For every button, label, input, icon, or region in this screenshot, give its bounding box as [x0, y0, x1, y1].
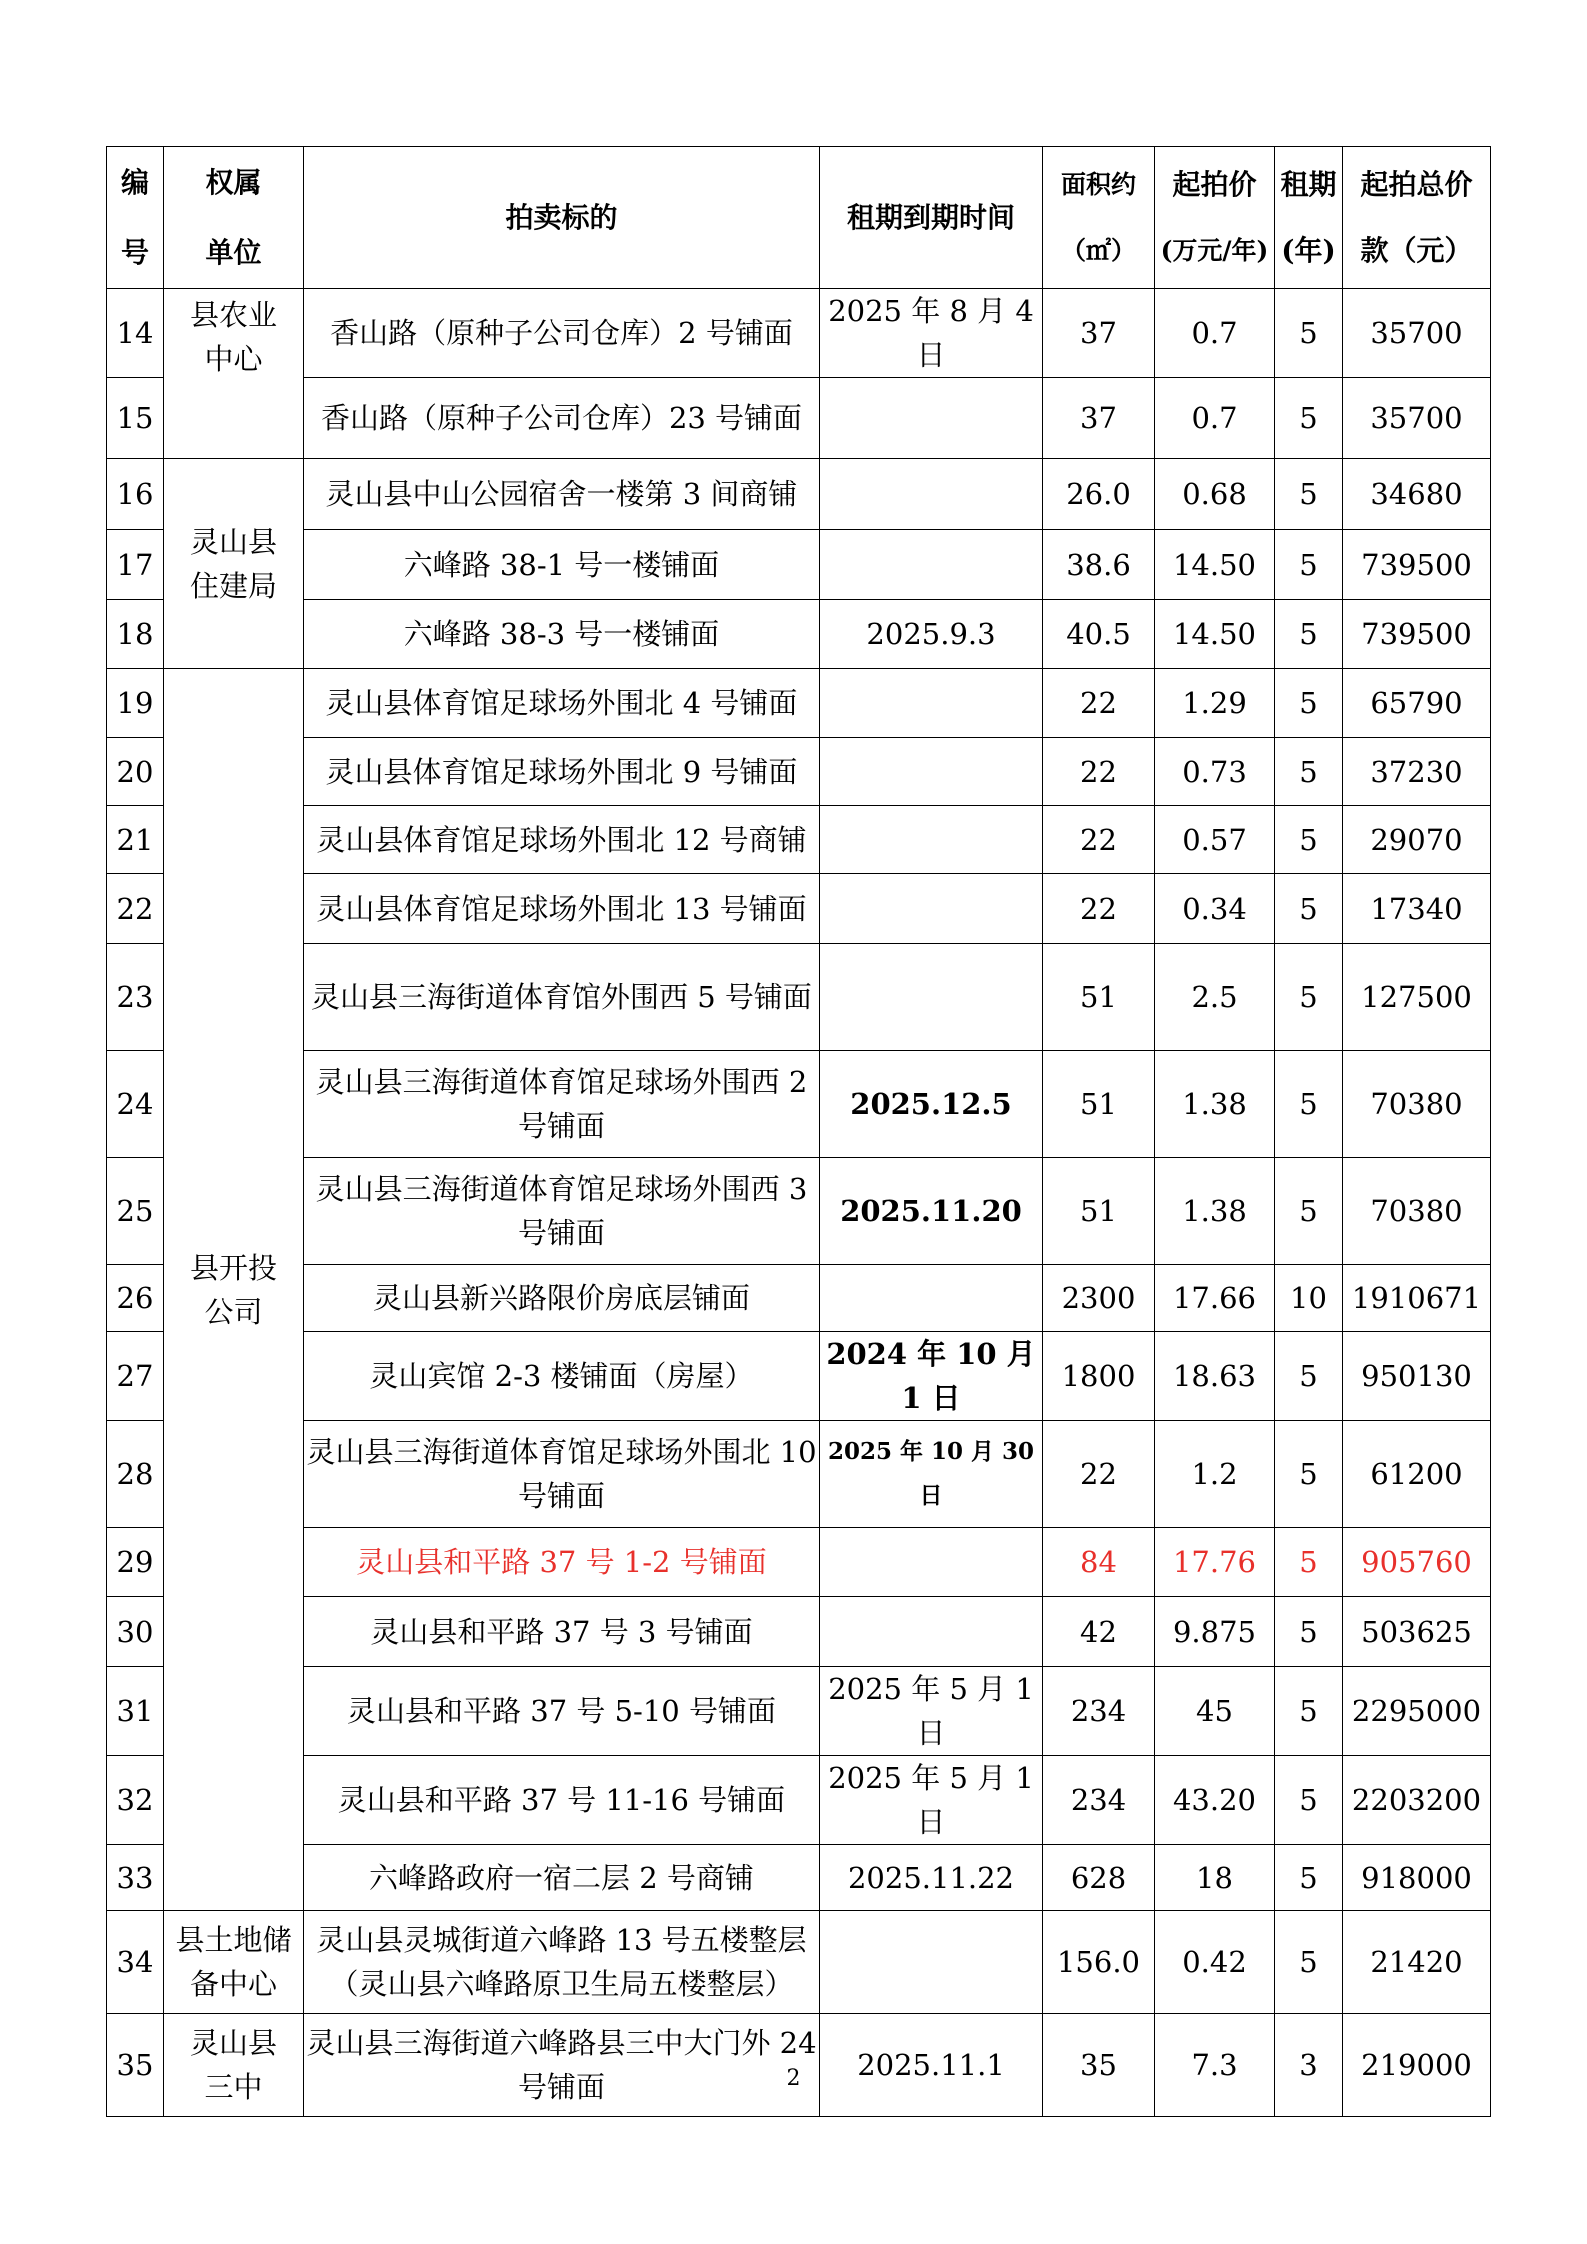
total-cell: 35700	[1343, 289, 1491, 378]
price-cell: 0.68	[1155, 459, 1275, 530]
total-cell: 950130	[1343, 1332, 1491, 1421]
row-no: 15	[107, 378, 164, 459]
expiry-cell	[820, 1911, 1043, 2014]
expiry-cell	[820, 1528, 1043, 1597]
target-cell: 灵山县体育馆足球场外围北 9 号铺面	[304, 738, 820, 806]
table-row	[107, 1265, 1491, 1332]
total-cell: 127500	[1343, 944, 1491, 1051]
total-cell: 1910671	[1343, 1265, 1491, 1332]
expiry-cell: 2025.11.22	[820, 1845, 1043, 1911]
header-no: 编 号	[107, 147, 164, 289]
target-cell: 灵山县体育馆足球场外围北 4 号铺面	[304, 669, 820, 738]
table-row	[107, 944, 1491, 1051]
area-cell: 37	[1043, 378, 1155, 459]
row-no: 31	[107, 1667, 164, 1756]
term-cell: 5	[1275, 874, 1343, 944]
total-cell: 34680	[1343, 459, 1491, 530]
table-row	[107, 1051, 1491, 1158]
row-no: 16	[107, 459, 164, 530]
header-owner: 权属 单位	[164, 147, 304, 289]
row-no: 28	[107, 1421, 164, 1528]
area-cell: 156.0	[1043, 1911, 1155, 2014]
table-row	[107, 1158, 1491, 1265]
target-cell: 灵山县新兴路限价房底层铺面	[304, 1265, 820, 1332]
row-no: 19	[107, 669, 164, 738]
header-expiry: 租期到期时间	[820, 147, 1043, 289]
table-row	[107, 1667, 1491, 1756]
area-cell: 2300	[1043, 1265, 1155, 1332]
row-no: 35	[107, 2014, 164, 2117]
table-row	[107, 669, 1491, 738]
total-cell: 29070	[1343, 806, 1491, 874]
expiry-cell	[820, 669, 1043, 738]
row-no: 34	[107, 1911, 164, 2014]
price-cell: 43.20	[1155, 1756, 1275, 1845]
price-cell: 18.63	[1155, 1332, 1275, 1421]
owner-cell: 灵山县 住建局	[164, 459, 304, 669]
owner-cell: 灵山县 三中	[164, 2014, 304, 2117]
term-cell: 5	[1275, 806, 1343, 874]
price-cell: 45	[1155, 1667, 1275, 1756]
expiry-cell: 2025.12.5	[820, 1051, 1043, 1158]
row-no: 22	[107, 874, 164, 944]
price-cell: 17.66	[1155, 1265, 1275, 1332]
row-no: 27	[107, 1332, 164, 1421]
area-cell: 234	[1043, 1667, 1155, 1756]
area-cell: 35	[1043, 2014, 1155, 2117]
total-cell: 2295000	[1343, 1667, 1491, 1756]
term-cell: 5	[1275, 1911, 1343, 2014]
total-cell: 70380	[1343, 1158, 1491, 1265]
table-row	[107, 378, 1491, 459]
target-cell: 灵山县三海街道体育馆足球场外围西 3 号铺面	[304, 1158, 820, 1265]
term-cell: 5	[1275, 669, 1343, 738]
target-cell: 六峰路 38-1 号一楼铺面	[304, 530, 820, 600]
expiry-cell	[820, 874, 1043, 944]
term-cell: 5	[1275, 378, 1343, 459]
table-row	[107, 1845, 1491, 1911]
header-total: 起拍总价 款（元）	[1343, 147, 1491, 289]
expiry-cell: 2025 年 8 月 4 日	[820, 289, 1043, 378]
price-cell: 14.50	[1155, 600, 1275, 669]
header-target: 拍卖标的	[304, 147, 820, 289]
area-cell: 26.0	[1043, 459, 1155, 530]
table-row	[107, 1756, 1491, 1845]
total-cell: 2203200	[1343, 1756, 1491, 1845]
area-cell: 22	[1043, 1421, 1155, 1528]
row-no: 32	[107, 1756, 164, 1845]
total-cell: 65790	[1343, 669, 1491, 738]
row-no: 25	[107, 1158, 164, 1265]
row-no: 17	[107, 530, 164, 600]
target-cell: 六峰路政府一宿二层 2 号商铺	[304, 1845, 820, 1911]
total-cell: 739500	[1343, 600, 1491, 669]
row-no: 33	[107, 1845, 164, 1911]
price-cell: 17.76	[1155, 1528, 1275, 1597]
total-cell: 503625	[1343, 1597, 1491, 1667]
term-cell: 5	[1275, 530, 1343, 600]
area-cell: 22	[1043, 669, 1155, 738]
table-row	[107, 1911, 1491, 2014]
expiry-cell	[820, 738, 1043, 806]
header-row	[107, 147, 1491, 289]
price-cell: 7.3	[1155, 2014, 1275, 2117]
term-cell: 5	[1275, 944, 1343, 1051]
term-cell: 5	[1275, 1158, 1343, 1265]
expiry-cell	[820, 806, 1043, 874]
total-cell: 918000	[1343, 1845, 1491, 1911]
target-cell: 灵山县中山公园宿舍一楼第 3 间商铺	[304, 459, 820, 530]
target-cell: 灵山县体育馆足球场外围北 12 号商铺	[304, 806, 820, 874]
area-cell: 1800	[1043, 1332, 1155, 1421]
row-no: 21	[107, 806, 164, 874]
owner-cell: 县农业 中心	[164, 289, 304, 459]
header-area: 面积约 （㎡）	[1043, 147, 1155, 289]
price-cell: 1.29	[1155, 669, 1275, 738]
table-row	[107, 459, 1491, 530]
term-cell: 5	[1275, 459, 1343, 530]
row-no: 26	[107, 1265, 164, 1332]
price-cell: 2.5	[1155, 944, 1275, 1051]
area-cell: 38.6	[1043, 530, 1155, 600]
row-no: 14	[107, 289, 164, 378]
area-cell: 37	[1043, 289, 1155, 378]
row-no: 20	[107, 738, 164, 806]
expiry-cell: 2025 年 5 月 1 日	[820, 1756, 1043, 1845]
term-cell: 5	[1275, 1528, 1343, 1597]
table-row	[107, 1421, 1491, 1528]
owner-cell: 县土地储 备中心	[164, 1911, 304, 2014]
term-cell: 5	[1275, 1332, 1343, 1421]
price-cell: 18	[1155, 1845, 1275, 1911]
expiry-cell	[820, 1265, 1043, 1332]
price-cell: 1.38	[1155, 1158, 1275, 1265]
price-cell: 0.73	[1155, 738, 1275, 806]
term-cell: 5	[1275, 1756, 1343, 1845]
target-cell: 灵山县和平路 37 号 3 号铺面	[304, 1597, 820, 1667]
table-row	[107, 289, 1491, 378]
target-cell: 灵山县三海街道体育馆足球场外围西 2 号铺面	[304, 1051, 820, 1158]
target-cell: 灵山宾馆 2-3 楼铺面（房屋）	[304, 1332, 820, 1421]
total-cell: 37230	[1343, 738, 1491, 806]
expiry-cell: 2024 年 10 月 1 日	[820, 1332, 1043, 1421]
term-cell: 5	[1275, 289, 1343, 378]
total-cell: 219000	[1343, 2014, 1491, 2117]
term-cell: 5	[1275, 1597, 1343, 1667]
page-number: 2	[786, 2066, 801, 2091]
total-cell: 739500	[1343, 530, 1491, 600]
price-cell: 1.2	[1155, 1421, 1275, 1528]
price-cell: 0.7	[1155, 378, 1275, 459]
target-cell: 香山路（原种子公司仓库）23 号铺面	[304, 378, 820, 459]
target-cell: 灵山县三海街道六峰路县三中大门外 24 号铺面	[304, 2014, 820, 2117]
area-cell: 234	[1043, 1756, 1155, 1845]
total-cell: 905760	[1343, 1528, 1491, 1597]
row-no: 30	[107, 1597, 164, 1667]
term-cell: 5	[1275, 738, 1343, 806]
area-cell: 628	[1043, 1845, 1155, 1911]
target-cell: 灵山县三海街道体育馆外围西 5 号铺面	[304, 944, 820, 1051]
expiry-cell	[820, 944, 1043, 1051]
row-no: 18	[107, 600, 164, 669]
price-cell: 0.7	[1155, 289, 1275, 378]
table-row	[107, 600, 1491, 669]
term-cell: 3	[1275, 2014, 1343, 2117]
total-cell: 70380	[1343, 1051, 1491, 1158]
target-cell: 灵山县和平路 37 号 1-2 号铺面	[304, 1528, 820, 1597]
row-no: 24	[107, 1051, 164, 1158]
term-cell: 5	[1275, 1051, 1343, 1158]
expiry-cell	[820, 1597, 1043, 1667]
header-price: 起拍价 (万元/年)	[1155, 147, 1275, 289]
table-row	[107, 806, 1491, 874]
table-row	[107, 1597, 1491, 1667]
area-cell: 40.5	[1043, 600, 1155, 669]
price-cell: 0.57	[1155, 806, 1275, 874]
term-cell: 5	[1275, 1845, 1343, 1911]
target-cell: 灵山县灵城街道六峰路 13 号五楼整层（灵山县六峰路原卫生局五楼整层）	[304, 1911, 820, 2014]
price-cell: 9.875	[1155, 1597, 1275, 1667]
term-cell: 10	[1275, 1265, 1343, 1332]
total-cell: 35700	[1343, 378, 1491, 459]
expiry-cell	[820, 378, 1043, 459]
area-cell: 51	[1043, 1158, 1155, 1265]
area-cell: 42	[1043, 1597, 1155, 1667]
expiry-cell: 2025.11.20	[820, 1158, 1043, 1265]
price-cell: 14.50	[1155, 530, 1275, 600]
target-cell: 六峰路 38-3 号一楼铺面	[304, 600, 820, 669]
target-cell: 灵山县和平路 37 号 11-16 号铺面	[304, 1756, 820, 1845]
price-cell: 1.38	[1155, 1051, 1275, 1158]
total-cell: 17340	[1343, 874, 1491, 944]
table-row	[107, 2014, 1491, 2117]
target-cell: 灵山县和平路 37 号 5-10 号铺面	[304, 1667, 820, 1756]
area-cell: 84	[1043, 1528, 1155, 1597]
table-row	[107, 1332, 1491, 1421]
expiry-cell: 2025 年 5 月 1 日	[820, 1667, 1043, 1756]
total-cell: 21420	[1343, 1911, 1491, 2014]
area-cell: 22	[1043, 874, 1155, 944]
total-cell: 61200	[1343, 1421, 1491, 1528]
area-cell: 51	[1043, 944, 1155, 1051]
row-no: 23	[107, 944, 164, 1051]
area-cell: 51	[1043, 1051, 1155, 1158]
header-term: 租期 (年)	[1275, 147, 1343, 289]
term-cell: 5	[1275, 600, 1343, 669]
area-cell: 22	[1043, 806, 1155, 874]
auction-table	[106, 146, 1491, 2117]
table-row	[107, 738, 1491, 806]
owner-cell: 县开投 公司	[164, 669, 304, 1911]
table-row	[107, 874, 1491, 944]
price-cell: 0.34	[1155, 874, 1275, 944]
expiry-cell	[820, 530, 1043, 600]
table-row	[107, 530, 1491, 600]
target-cell: 灵山县体育馆足球场外围北 13 号铺面	[304, 874, 820, 944]
target-cell: 灵山县三海街道体育馆足球场外围北 10 号铺面	[304, 1421, 820, 1528]
table-row-highlighted	[107, 1528, 1491, 1597]
expiry-cell: 2025 年 10 月 30 日	[820, 1421, 1043, 1528]
price-cell: 0.42	[1155, 1911, 1275, 2014]
term-cell: 5	[1275, 1421, 1343, 1528]
area-cell: 22	[1043, 738, 1155, 806]
expiry-cell	[820, 459, 1043, 530]
expiry-cell: 2025.11.1	[820, 2014, 1043, 2117]
target-cell: 香山路（原种子公司仓库）2 号铺面	[304, 289, 820, 378]
term-cell: 5	[1275, 1667, 1343, 1756]
row-no: 29	[107, 1528, 164, 1597]
expiry-cell: 2025.9.3	[820, 600, 1043, 669]
